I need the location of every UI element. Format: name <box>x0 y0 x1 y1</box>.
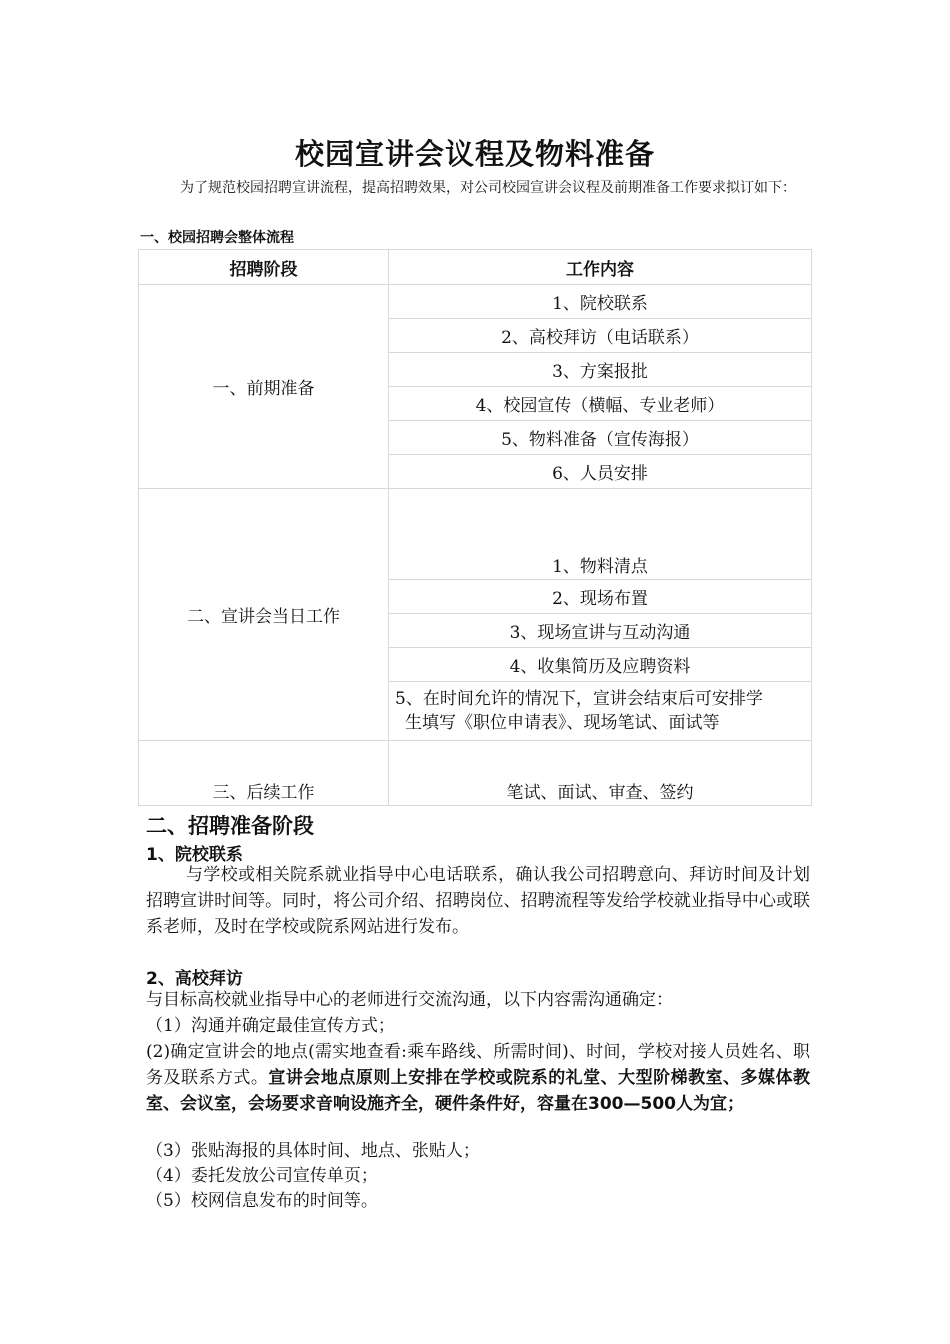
table-row <box>139 285 812 319</box>
section2-heading: 二、招聘准备阶段 <box>146 814 314 838</box>
sub2-item2-normal: (2)确定宣讲会的地点(需实地查看:乘车路线、所需时间)、时间，学校对接人员姓名、职务及联系方式。 <box>146 1042 810 1088</box>
document-title: 校园宣讲会议程及物料准备 <box>294 137 655 171</box>
task-cell: 1、物料清点 <box>389 489 812 580</box>
intro-paragraph: 为了规范校园招聘宣讲流程，提高招聘效果，对公司校园宣讲会议程及前期准备工作要求拟订如下： <box>180 180 796 196</box>
task-cell: 3、方案报批 <box>389 353 812 387</box>
recruitment-flow-table <box>138 249 812 806</box>
table-row <box>139 741 812 806</box>
task-cell: 4、校园宣传（横幅、专业老师） <box>389 387 812 421</box>
sub1-heading: 1、院校联系 <box>146 845 243 865</box>
sub2-heading: 2、高校拜访 <box>146 969 243 989</box>
stage-cell-prep: 一、前期准备 <box>139 285 389 489</box>
table-header-row <box>139 250 812 285</box>
sub2-item3: （3）张贴海报的具体时间、地点、张贴人； <box>146 1141 480 1161</box>
sub1-body: 与学校或相关院系就业指导中心电话联系，确认我公司招聘意向、拜访时间及计划招聘宣讲时间等。同时，将公司介绍、招聘岗位、招聘流程等发给学校就业指导中心或联系老师，及时在学校或院系网站进行发布。 <box>146 865 810 937</box>
task-cell: 笔试、面试、审查、签约 <box>389 741 812 806</box>
sub2-lead: 与目标高校就业指导中心的老师进行交流沟通，以下内容需沟通确定： <box>146 990 673 1010</box>
header-content: 工作内容 <box>389 250 812 285</box>
task-cell: 2、现场布置 <box>389 580 812 614</box>
stage-cell-day: 二、宣讲会当日工作 <box>139 489 389 741</box>
task-cell: 5、物料准备（宣传海报） <box>389 421 812 455</box>
table-row <box>139 489 812 580</box>
task-line-2: 生填写《职位申请表》、现场笔试、面试等 <box>405 713 720 733</box>
header-stage: 招聘阶段 <box>139 250 389 285</box>
task-line-1: 5、在时间允许的情况下，宣讲会结束后可安排学 <box>395 689 763 709</box>
sub2-item4: （4）委托发放公司宣传单页； <box>146 1166 378 1186</box>
task-cell: 1、院校联系 <box>389 285 812 319</box>
task-cell: 6、人员安排 <box>389 455 812 489</box>
section1-heading: 一、校园招聘会整体流程 <box>140 229 294 245</box>
sub2-item2 <box>146 1039 810 1117</box>
task-cell: 4、收集简历及应聘资料 <box>389 648 812 682</box>
sub2-item1: （1）沟通并确定最佳宣传方式； <box>146 1016 395 1036</box>
task-cell: 2、高校拜访（电话联系） <box>389 319 812 353</box>
sub2-item5: （5）校网信息发布的时间等。 <box>146 1191 378 1211</box>
sub2-item2-bold: 宣讲会地点原则上安排在学校或院系的礼堂、大型阶梯教室、多媒体教室、会议室，会场要求音响设施齐全，硬件条件好，容量在300—500人为宜； <box>146 1068 810 1114</box>
task-cell-multiline <box>389 682 812 741</box>
stage-cell-followup: 三、后续工作 <box>139 741 389 806</box>
task-cell: 3、现场宣讲与互动沟通 <box>389 614 812 648</box>
